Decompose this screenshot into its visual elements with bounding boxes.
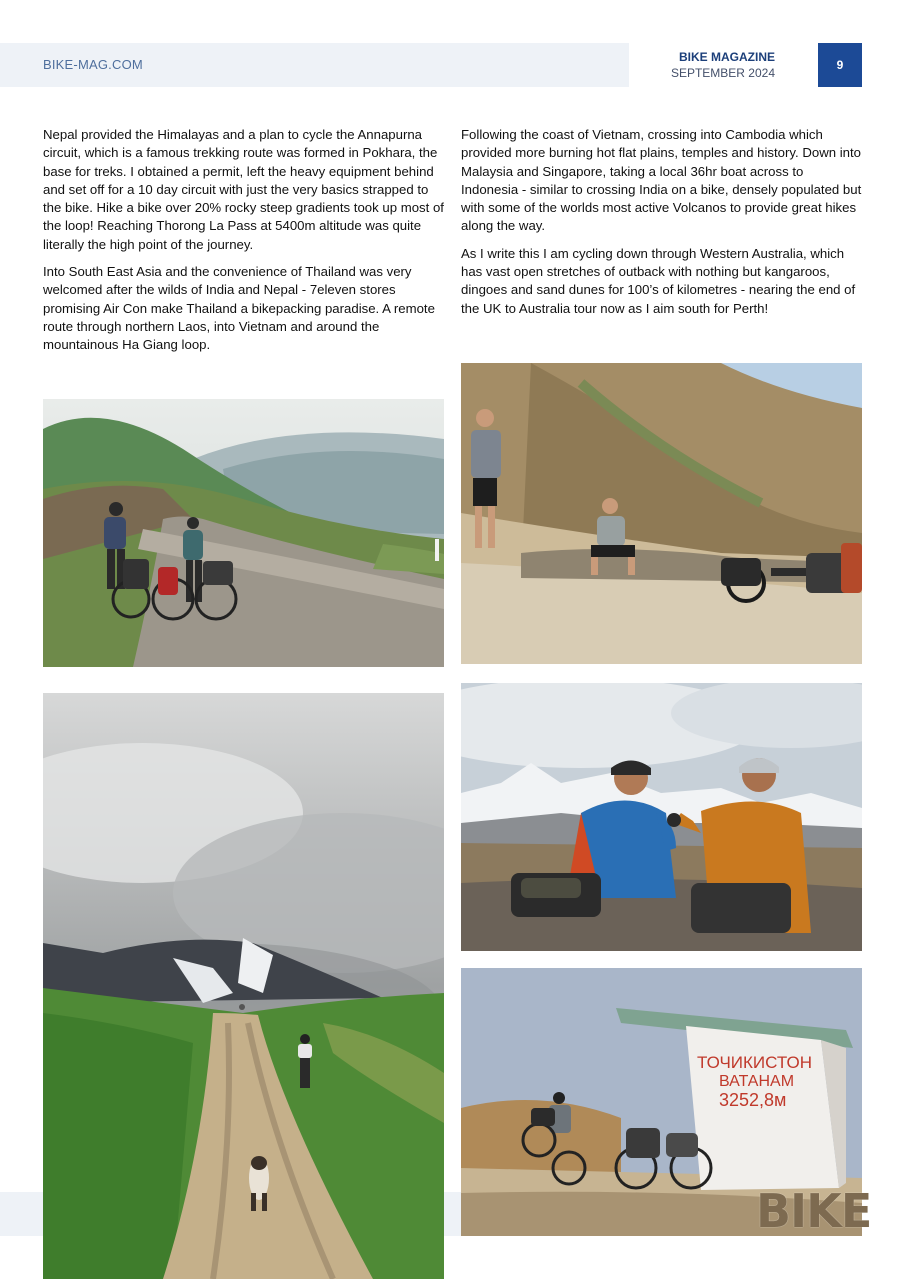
article-column-right	[461, 126, 863, 327]
sign-text-line3: 3252,8м	[719, 1090, 787, 1110]
article-paragraph: Nepal provided the Himalayas and a plan to cycle the Annapurna circuit, which is a famous trekking route was formed in Pokhara, the base for treks. I obtained a permit, left the heavy equipment behind and set off for a 10 day circuit with just the very basics strapped to the bike. Hike a bike over 20% rocky steep gradients took up most of the loop! Reaching Thorong La Pass at 5400m altitude was quite literally the high point of the journey.	[43, 127, 444, 252]
article-paragraph: As I write this I am cycling down through Western Australia, which has vast open stretches of outback with nothing but kangaroos, dingoes and sand dunes for 100’s of kilometres - nearing the end of the UK to Australia tour now as I aim south for Perth!	[461, 245, 856, 316]
bike-logo: BIKE	[756, 1184, 872, 1238]
footer-band	[0, 1192, 43, 1236]
article-column-left	[43, 126, 445, 364]
site-url[interactable]: BIKE-MAG.COM	[43, 57, 143, 72]
issue-date: SEPTEMBER 2024	[670, 66, 775, 80]
page-number: 9	[818, 43, 862, 87]
magazine-name: BIKE MAGAZINE	[679, 50, 775, 64]
photo-mountain-road-cyclists	[43, 399, 444, 667]
article-paragraph: Into South East Asia and the convenience of Thailand was very welcomed after the wilds of India and Nepal - 7eleven stores promising Air Con make Thailand a bikepacking paradise. A remote route through northern Laos, into Vietnam and around the mountainous Ha Giang loop.	[43, 264, 435, 353]
photo-dirt-road-dog	[43, 693, 444, 1279]
footer-band	[444, 1192, 461, 1236]
article-paragraph: Following the coast of Vietnam, crossing into Cambodia which provided more burning hot flat plains, temples and history. Down into Malaysia and Singapore, taking a local 36hr boat across to Indonesia - similar to crossing India on a bike, densely populated but with some of the worlds most active Volcanos to provide great hikes along the way.	[461, 127, 862, 234]
sign-text-line1: ТОЧИКИСТОН	[697, 1053, 812, 1072]
photo-hillside-rest	[461, 363, 862, 664]
photo-fist-bump	[461, 683, 862, 951]
sign-text-line2: ВАТАНАМ	[719, 1073, 795, 1090]
